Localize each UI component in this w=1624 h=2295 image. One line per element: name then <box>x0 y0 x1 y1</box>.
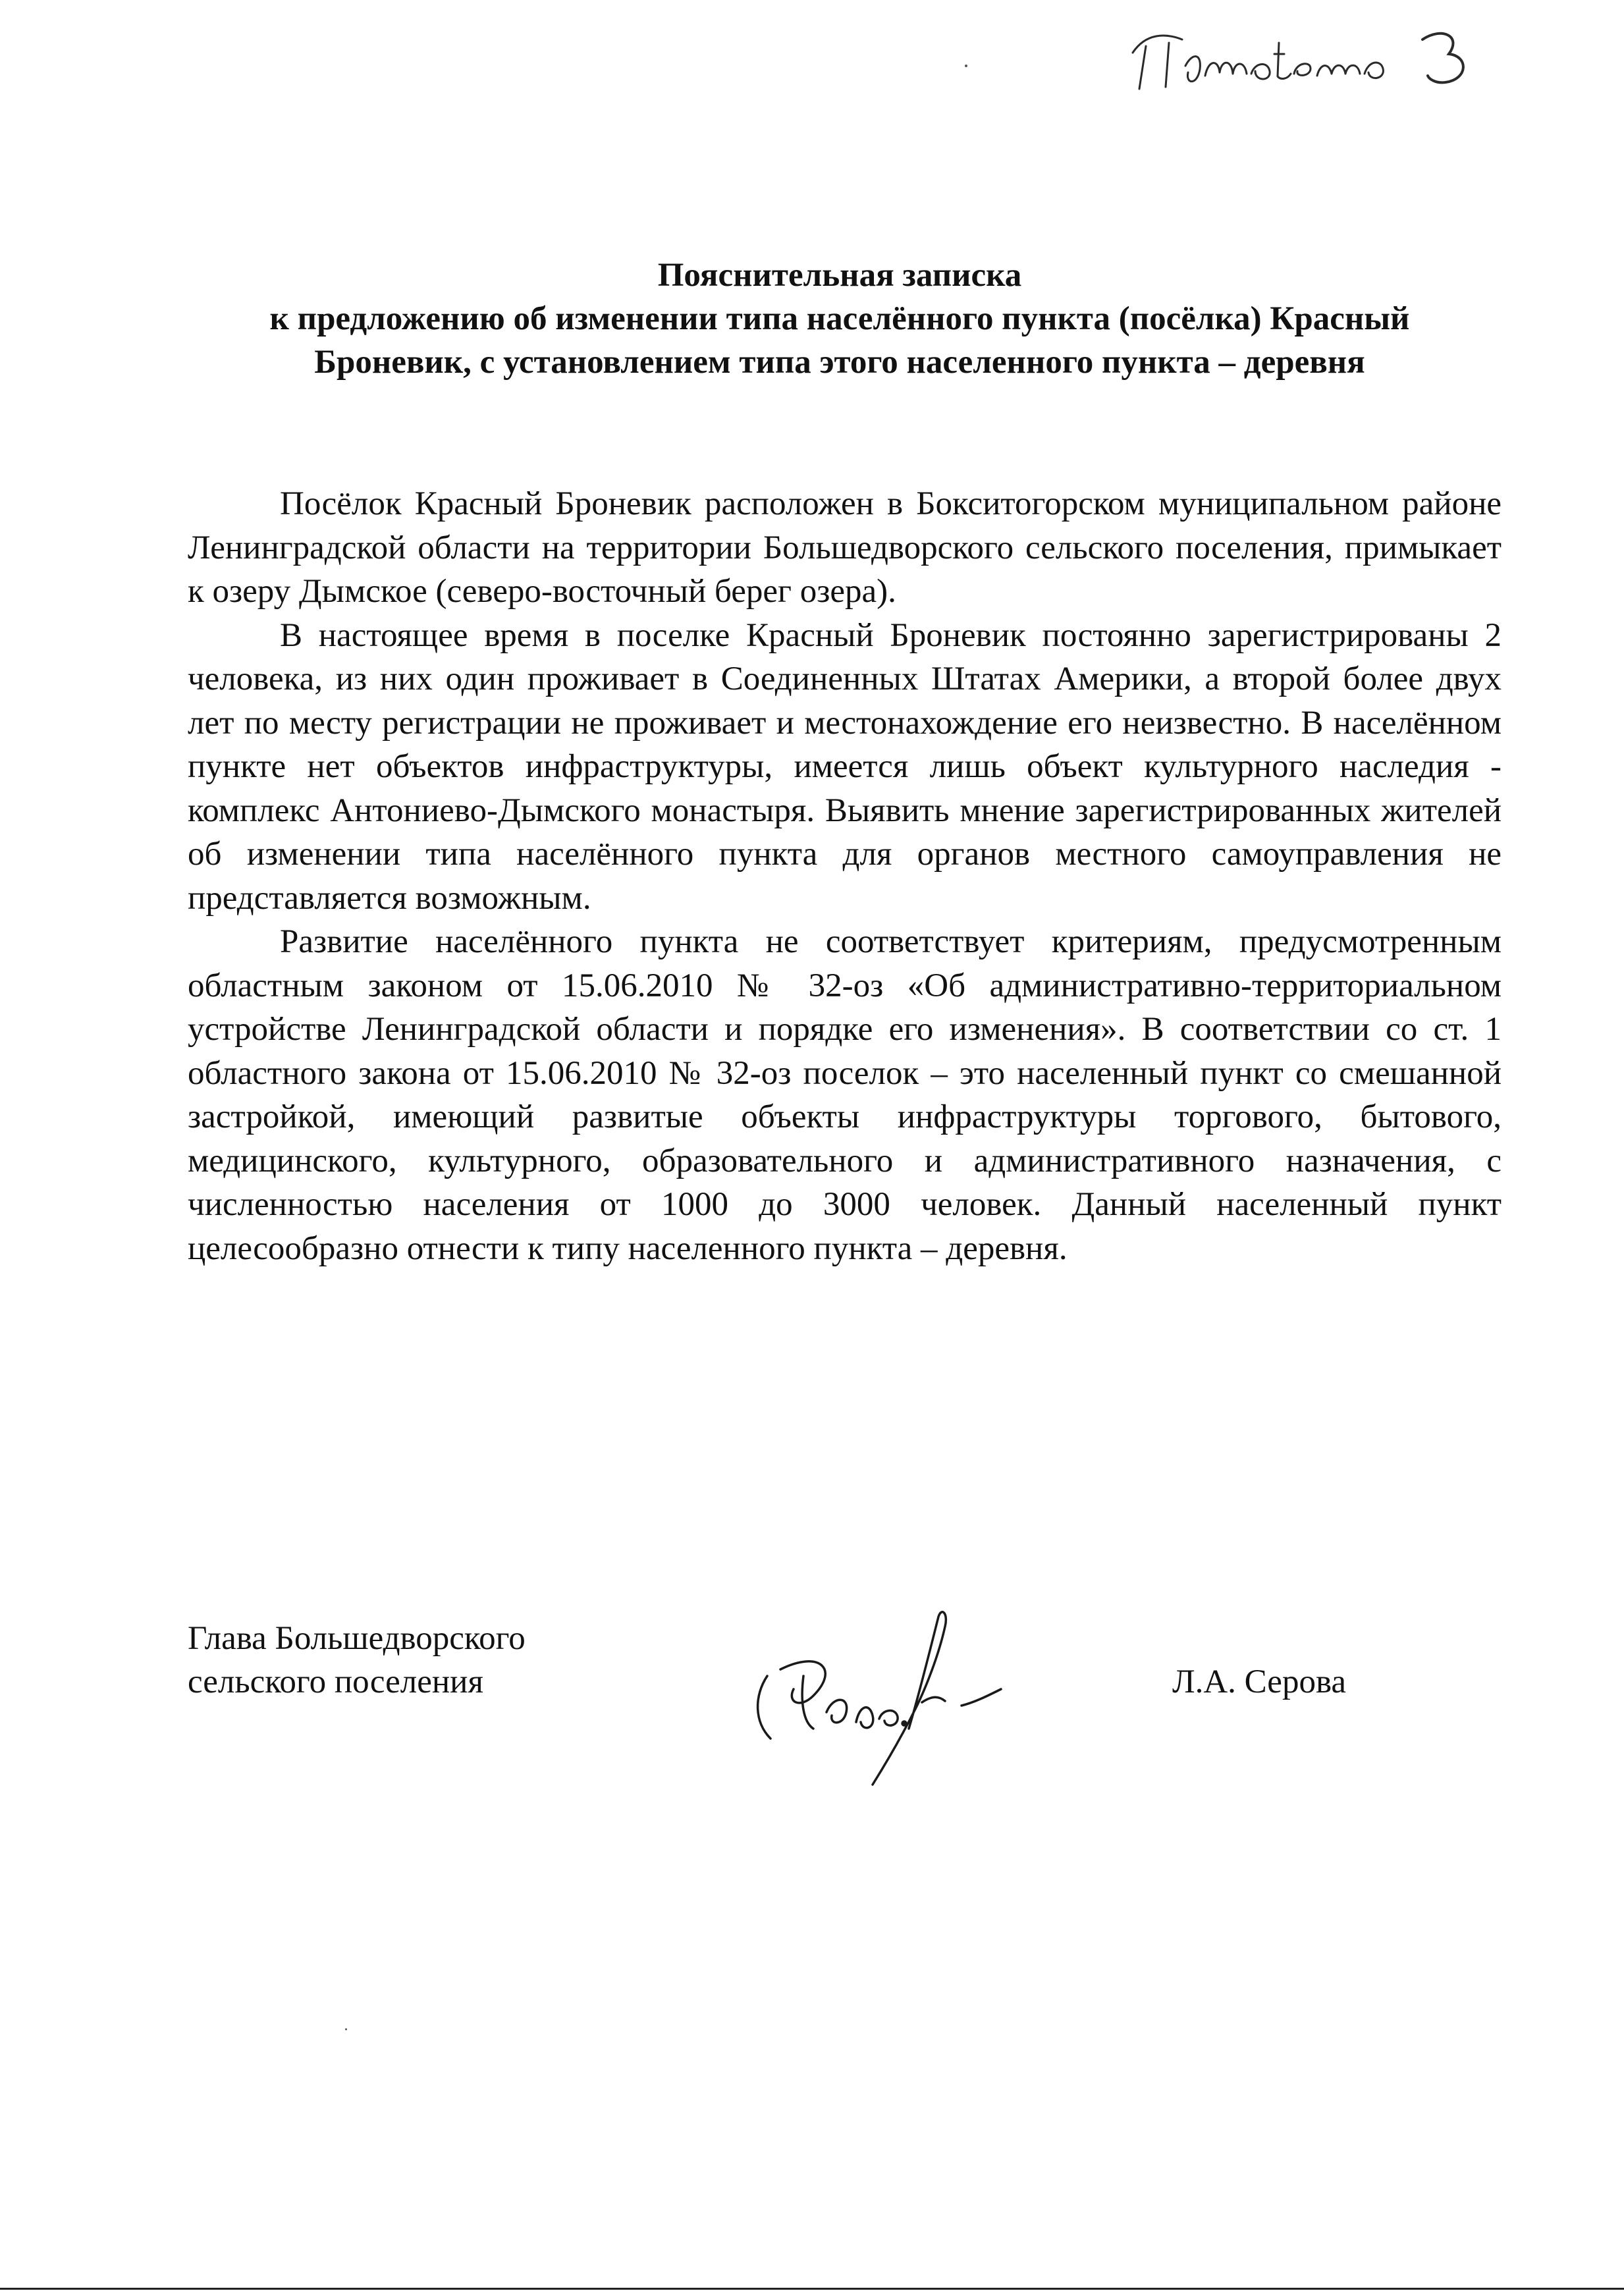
signatory-position-line-1: Глава Большедворского <box>188 1620 526 1657</box>
title-line-2: к предложению об изменении типа населённого пункта (посёлка) Красный <box>269 300 1410 337</box>
signature-block <box>188 1617 1502 1801</box>
paragraph-population: В настоящее время в поселке Красный Броневик постоянно зарегистрированы 2 человека, из них один проживает в Соединенных Штатах Америки, а второй более двух лет по месту регистрации не проживает и местонахождение его неизвестно. В населённом пункте нет объектов инфраструктуры, имеется лишь объект культурного наследия - комплекс Антониево-Дымского монастыря. Выявить мнение зарегистрированных жителей об изменении типа населённого пункта для органов местного самоуправления не представляется возможным. <box>188 616 1502 917</box>
title-line-3: Броневик, с установлением типа этого населенного пункта – деревня <box>314 344 1365 381</box>
handwritten-annotation <box>1120 13 1488 99</box>
scan-speck <box>345 2028 347 2030</box>
signatory-position-line-2: сельского поселения <box>188 1663 483 1700</box>
scan-speck <box>965 65 967 67</box>
title-line-1: Пояснительная записка <box>657 257 1022 294</box>
handwritten-signature <box>741 1597 1017 1795</box>
document-title <box>184 254 1495 384</box>
signatory-position <box>188 1617 526 1704</box>
page-bottom-edge <box>0 2288 1624 2290</box>
paragraph-location: Посёлок Красный Броневик расположен в Бокситогорском муниципальном районе Ленинградской области на территории Большедворского сельского поселения, примыкает к озеру Дымское (северо-восточный берег озера). <box>188 485 1502 610</box>
paragraph-legal-basis: Развитие населённого пункта не соответствует критериям, предусмотренным областным законом от 15.06.2010 № 32-оз «Об административно-территориальном устройстве Ленинградской области и порядке его изменения». В соответствии со ст. 1 областного закона от 15.06.2010 № 32-оз поселок – это населенный пункт со смешанной застройкой, имеющий развитые объекты инфраструктуры торгового, бытового, медицинского, культурного, образовательного и административного назначения, с численностью населения от 1000 до 3000 человек. Данный населенный пункт целесообразно отнести к типу населенного пункта – деревня. <box>188 923 1502 1267</box>
signatory-name: Л.А. Серова <box>1172 1663 1346 1700</box>
document-body <box>188 482 1502 1270</box>
